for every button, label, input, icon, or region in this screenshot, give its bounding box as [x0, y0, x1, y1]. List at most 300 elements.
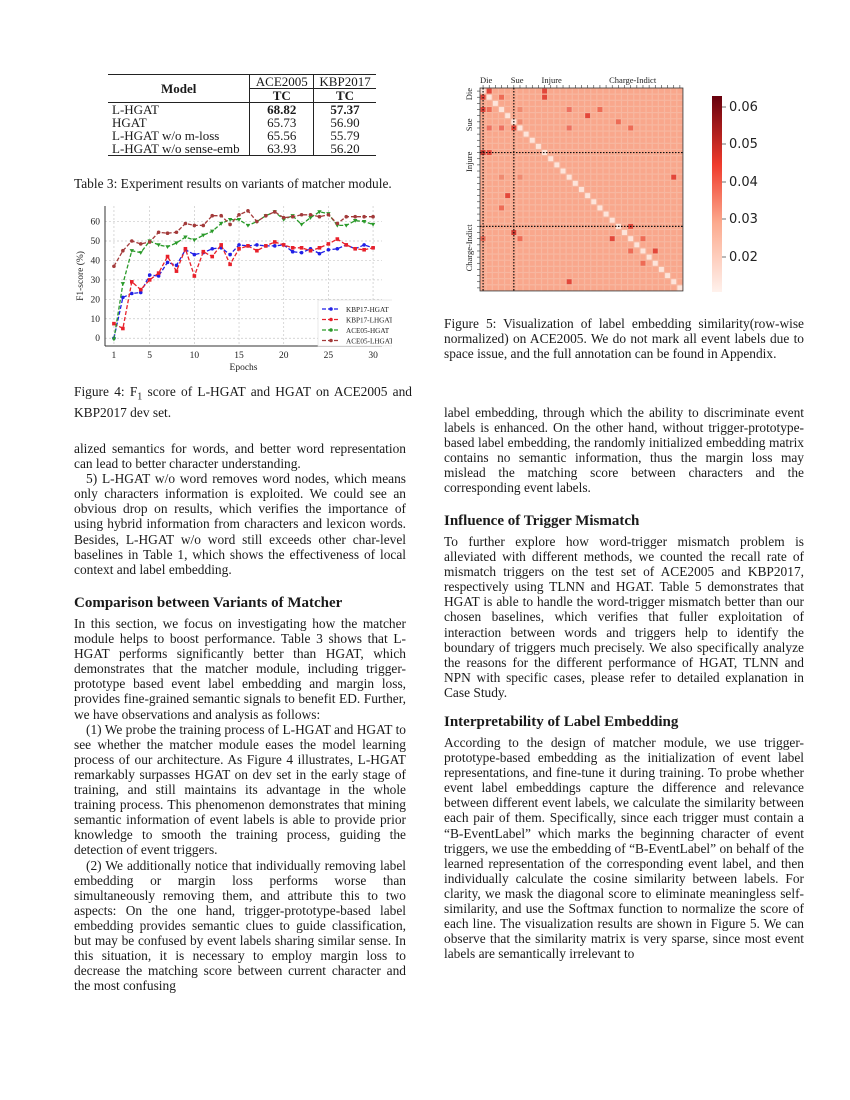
heatmap-cell: [505, 181, 510, 186]
heatmap-cell: [505, 162, 510, 167]
heatmap-cell: [628, 119, 633, 124]
heatmap-cell: [659, 175, 664, 180]
heatmap-cell: [641, 119, 646, 124]
heatmap-cell: [505, 242, 510, 247]
heatmap-cell: [665, 199, 670, 204]
heatmap-cell: [505, 279, 510, 284]
heatmap-cell: [610, 193, 615, 198]
heatmap-cell: [524, 230, 529, 235]
heatmap-cell: [616, 107, 621, 112]
heatmap-cell: [548, 169, 553, 174]
data-point: [255, 220, 259, 224]
heatmap-cell: [597, 199, 602, 204]
heatmap-cell: [487, 205, 492, 210]
heatmap-cell: [659, 193, 664, 198]
heatmap-cell: [554, 156, 559, 161]
heatmap-cell: [677, 156, 682, 161]
data-point: [148, 278, 152, 282]
heatmap-cell: [554, 187, 559, 192]
data-point: [264, 244, 268, 248]
heatmap-cell: [604, 132, 609, 137]
heatmap-cell: [536, 249, 541, 254]
colorbar-tick-label: 0.03: [729, 212, 758, 227]
paragraph: 5) L-HGAT w/o word removes word nodes, which means only characters information is exploited. We could see an obvious drop on results, which verifies the importance of using hybrid information from characters and lexicon words. Besides, L-HGAT w/o word still exceeds other char-level baselines in Table 1, which shows the effectiveness of local context and label embedding.: [74, 471, 406, 577]
heatmap-cell: [542, 119, 547, 124]
data-point: [121, 296, 125, 300]
heatmap-cell: [677, 138, 682, 143]
heatmap-cell: [579, 261, 584, 266]
data-point: [318, 252, 322, 256]
heatmap-cell: [604, 89, 609, 94]
heatmap-cell: [634, 218, 639, 223]
heatmap-cell: [610, 279, 615, 284]
heatmap-cell: [548, 236, 553, 241]
heatmap-cell: [622, 156, 627, 161]
heatmap-cell: [653, 236, 658, 241]
heatmap-cell: [616, 193, 621, 198]
heatmap-cell: [634, 236, 639, 241]
heatmap-cell: [554, 212, 559, 217]
heatmap-cell: [499, 101, 504, 106]
heatmap-cell: [585, 249, 590, 254]
heatmap-cell: [641, 181, 646, 186]
heatmap-cell: [671, 132, 676, 137]
heatmap-cell: [585, 199, 590, 204]
heatmap-cell: [487, 169, 492, 174]
heatmap-cell: [487, 212, 492, 217]
heatmap-cell: [591, 138, 596, 143]
heatmap-cell: [597, 175, 602, 180]
heatmap-cell: [622, 205, 627, 210]
heatmap-cell: [622, 255, 627, 260]
heatmap-cell: [677, 162, 682, 167]
heatmap-cell: [536, 107, 541, 112]
heatmap-cell: [561, 218, 566, 223]
heatmap-cell: [622, 181, 627, 186]
heatmap-cell: [647, 156, 652, 161]
heatmap-cell: [622, 126, 627, 131]
heatmap-cell: [647, 273, 652, 278]
data-point: [201, 224, 205, 228]
heatmap-cell: [499, 89, 504, 94]
heatmap-cell: [554, 144, 559, 149]
heatmap-cell: [616, 95, 621, 100]
heatmap-cell: [665, 242, 670, 247]
heatmap-cell: [542, 230, 547, 235]
paragraph: To further explore how word-trigger mismatch problem is alleviated with different methods, we counted the recall rate of mismatch triggers on the test set of ACE2005 and KBP2017, respectively using TLNN and HGAT. Table 5 demonstrates that HGAT is able to handle the word-trigger mismatch better than our chosen baselines, which verifies that fuller exploitation of interaction between words and triggers help to identify the boundary of triggers much precisely. We also specifically analyze the reasons for the different performance of HGAT, TLNN and NPN with specific cases, please refer to detailed explanation in Case Study.: [444, 534, 804, 700]
heatmap-cell: [542, 249, 547, 254]
heatmap-cell: [561, 113, 566, 118]
heatmap-cell: [554, 242, 559, 247]
heatmap-cell: [622, 169, 627, 174]
heatmap-cell: [548, 101, 553, 106]
data-point: [175, 230, 179, 234]
heatmap-cell: [548, 181, 553, 186]
row-ace-value: 65.73: [250, 116, 314, 129]
heatmap-cell: [567, 279, 572, 284]
heatmap-cell: [585, 261, 590, 266]
heatmap-cell: [561, 261, 566, 266]
row-label: Die: [464, 88, 474, 101]
heatmap-cell: [597, 132, 602, 137]
heatmap-cell: [561, 132, 566, 137]
caption-rest: score of L-HGAT and HGAT on ACE2005 and KBP2017 dev set.: [74, 384, 412, 420]
data-point: [130, 292, 134, 296]
heatmap-cell: [567, 230, 572, 235]
heatmap-cell: [634, 242, 639, 247]
heatmap-cell: [610, 138, 615, 143]
heatmap-cell: [548, 267, 553, 272]
heatmap-cell: [665, 101, 670, 106]
data-point: [309, 249, 313, 253]
heatmap-cell: [634, 89, 639, 94]
heatmap-cell: [567, 285, 572, 290]
heatmap-cell: [585, 162, 590, 167]
heatmap-cell: [505, 126, 510, 131]
heatmap-cell: [505, 261, 510, 266]
heatmap-cell: [610, 199, 615, 204]
heatmap-cell: [671, 89, 676, 94]
heatmap-cell: [518, 119, 523, 124]
heatmap-cell: [591, 119, 596, 124]
heatmap-cell: [573, 261, 578, 266]
heatmap-cell: [671, 187, 676, 192]
heatmap-cell: [665, 156, 670, 161]
heatmap-cell: [542, 181, 547, 186]
heatmap-cell: [653, 162, 658, 167]
heatmap-cell: [647, 230, 652, 235]
heatmap-cell: [548, 255, 553, 260]
heatmap-cell: [567, 242, 572, 247]
heatmap-cell: [677, 218, 682, 223]
heatmap-cell: [671, 144, 676, 149]
heatmap-cell: [524, 126, 529, 131]
heatmap-cell: [659, 255, 664, 260]
row-ace-value: 65.56: [250, 129, 314, 142]
heatmap-cell: [518, 144, 523, 149]
heatmap-cell: [573, 230, 578, 235]
heatmap-cell: [573, 175, 578, 180]
data-point: [353, 215, 357, 219]
heatmap-cell: [518, 175, 523, 180]
heatmap-cell: [499, 95, 504, 100]
heatmap-cell: [499, 242, 504, 247]
heatmap-cell: [505, 101, 510, 106]
heatmap-cell: [604, 242, 609, 247]
heatmap-cell: [597, 285, 602, 290]
heatmap-cell: [567, 273, 572, 278]
heatmap-cell: [597, 113, 602, 118]
heatmap-cell: [653, 255, 658, 260]
heatmap-cell: [647, 126, 652, 131]
data-point: [184, 222, 188, 226]
heatmap-cell: [493, 242, 498, 247]
heatmap-cell: [561, 193, 566, 198]
heatmap-cell: [647, 218, 652, 223]
data-point: [300, 246, 304, 250]
column-label: Sue: [510, 75, 524, 85]
data-point: [362, 243, 366, 247]
heatmap-cell: [610, 126, 615, 131]
heatmap-cell: [585, 193, 590, 198]
data-point: [165, 245, 169, 249]
heatmap-cell: [604, 175, 609, 180]
heatmap-cell: [616, 218, 621, 223]
heatmap-cell: [628, 95, 633, 100]
heatmap-cell: [567, 181, 572, 186]
heatmap-cell: [487, 193, 492, 198]
heatmap-cell: [641, 242, 646, 247]
heatmap-cell: [616, 101, 621, 106]
heatmap-cell: [610, 273, 615, 278]
heatmap-cell: [518, 285, 523, 290]
heatmap-cell: [647, 162, 652, 167]
heatmap-cell: [597, 255, 602, 260]
heatmap-cell: [579, 181, 584, 186]
heatmap-cell: [628, 236, 633, 241]
heatmap-cell: [671, 175, 676, 180]
heatmap-cell: [641, 144, 646, 149]
right-text-block-1: [444, 512, 804, 700]
heatmap-cell: [493, 205, 498, 210]
heatmap-cell: [567, 187, 572, 192]
heatmap-cell: [641, 279, 646, 284]
heatmap-cell: [647, 279, 652, 284]
x-tick-label: 15: [234, 351, 244, 361]
heatmap-cell: [591, 261, 596, 266]
heatmap-cell: [505, 113, 510, 118]
row-kbp-value: 56.20: [330, 141, 360, 156]
heatmap-cell: [518, 89, 523, 94]
heatmap-cell: [671, 205, 676, 210]
heatmap-cell: [616, 249, 621, 254]
heatmap-cell: [554, 119, 559, 124]
legend-marker: [329, 339, 333, 343]
row-kbp-value: 55.79: [330, 128, 360, 143]
heatmap-cell: [579, 156, 584, 161]
heatmap-cell: [634, 255, 639, 260]
heatmap-cell: [536, 113, 541, 118]
heatmap-cell: [487, 267, 492, 272]
heatmap-cell: [610, 267, 615, 272]
heatmap-cell: [653, 212, 658, 217]
heatmap-cell: [548, 113, 553, 118]
heatmap-cell: [530, 119, 535, 124]
colorbar-tick-label: 0.06: [729, 100, 758, 115]
heatmap-cell: [493, 218, 498, 223]
row-kbp-value: 57.37: [330, 102, 360, 117]
heatmap-cell: [542, 236, 547, 241]
heatmap-cell: [579, 249, 584, 254]
heatmap-cell: [677, 205, 682, 210]
heatmap-cell: [641, 138, 646, 143]
heatmap-cell: [634, 273, 639, 278]
heatmap-cell: [536, 95, 541, 100]
heatmap-cell: [524, 95, 529, 100]
heatmap-cell: [677, 89, 682, 94]
data-point: [327, 242, 331, 246]
heatmap-cell: [493, 156, 498, 161]
heatmap-cell: [567, 255, 572, 260]
heatmap-cell: [518, 156, 523, 161]
heatmap-cell: [505, 138, 510, 143]
heatmap-cell: [518, 138, 523, 143]
heatmap-cell: [604, 113, 609, 118]
heatmap-cell: [530, 279, 535, 284]
heatmap-cell: [628, 218, 633, 223]
figure-4-caption: [74, 384, 412, 420]
heatmap-cell: [579, 193, 584, 198]
row-model: HGAT: [108, 116, 250, 129]
heatmap-cell: [677, 273, 682, 278]
heatmap-cell: [591, 212, 596, 217]
heatmap-cell: [659, 187, 664, 192]
paragraph: (2) We additionally notice that individually removing label embedding or margin loss performs worse than simultaneously removing them, and attribute this to two aspects: On the one hand, trigger-prototype-based label embedding provides semantic clues to guide classification, but may be confused by event labels sharing similar sense. In this situation, it is necessary to employ margin loss to decrease the matching score between current character and the most confusing: [74, 857, 406, 994]
data-point: [327, 248, 331, 252]
series-line: [114, 211, 373, 266]
heatmap-cell: [677, 175, 682, 180]
heatmap-cell: [610, 285, 615, 290]
heatmap-cell: [487, 175, 492, 180]
heatmap-cell: [610, 181, 615, 186]
data-point: [344, 243, 348, 247]
heatmap-cell: [665, 187, 670, 192]
heatmap-cell: [665, 267, 670, 272]
heatmap-cell: [659, 205, 664, 210]
heatmap-cell: [641, 230, 646, 235]
heatmap-cell: [591, 230, 596, 235]
legend-marker: [329, 307, 333, 311]
heatmap-cell: [567, 107, 572, 112]
column-label: Charge-Indict: [609, 75, 657, 85]
heatmap-cell: [659, 119, 664, 124]
heatmap-cell: [665, 113, 670, 118]
heatmap-cell: [671, 267, 676, 272]
heatmap-cell: [610, 175, 615, 180]
heatmap-cell: [518, 199, 523, 204]
heatmap-cell: [616, 187, 621, 192]
heatmap-cell: [591, 279, 596, 284]
data-point: [237, 247, 241, 251]
heatmap-cell: [610, 261, 615, 266]
heatmap-cell: [487, 236, 492, 241]
heatmap-cell: [641, 199, 646, 204]
heatmap-cell: [597, 273, 602, 278]
data-point: [166, 255, 170, 259]
heatmap-cell: [585, 175, 590, 180]
heatmap-cell: [561, 279, 566, 284]
heatmap-cell: [597, 267, 602, 272]
heatmap-cell: [567, 113, 572, 118]
heatmap-cell: [616, 255, 621, 260]
heatmap-cell: [604, 279, 609, 284]
y-tick-label: 50: [90, 237, 100, 247]
heatmap-cell: [604, 261, 609, 266]
y-tick-label: 20: [90, 295, 100, 306]
heatmap-cell: [604, 218, 609, 223]
heatmap-cell: [548, 218, 553, 223]
heatmap-cell: [505, 273, 510, 278]
heatmap-cell: [591, 249, 596, 254]
heatmap-cell: [671, 126, 676, 131]
heatmap-cell: [548, 89, 553, 94]
heatmap-cell: [487, 156, 492, 161]
heatmap-cell: [653, 230, 658, 235]
heatmap-cell: [647, 89, 652, 94]
heatmap-cell: [634, 261, 639, 266]
heatmap-cell: [622, 193, 627, 198]
heatmap-cell: [628, 132, 633, 137]
heatmap-cell: [616, 126, 621, 131]
heatmap-cell: [518, 279, 523, 284]
heatmap-cell: [677, 285, 682, 290]
heatmap-cell: [579, 187, 584, 192]
heatmap-cell: [671, 255, 676, 260]
heatmap-cell: [622, 285, 627, 290]
heatmap-cell: [567, 261, 572, 266]
f1-score-chart: [72, 200, 392, 375]
colorbar-tick-label: 0.05: [729, 137, 758, 152]
heatmap-cell: [499, 267, 504, 272]
data-point: [157, 271, 161, 275]
heatmap-cell: [597, 156, 602, 161]
heatmap-cell: [610, 230, 615, 235]
heatmap-cell: [530, 236, 535, 241]
heatmap-cell: [518, 126, 523, 131]
heatmap-cell: [505, 205, 510, 210]
heatmap-cell: [647, 119, 652, 124]
heatmap-cell: [493, 101, 498, 106]
row-model: L-HGAT w/o sense-emb: [108, 142, 250, 156]
heatmap-cell: [634, 279, 639, 284]
heatmap-cell: [542, 138, 547, 143]
heatmap-cell: [677, 230, 682, 235]
heatmap-cell: [554, 261, 559, 266]
heatmap-cell: [505, 285, 510, 290]
heatmap-cell: [622, 236, 627, 241]
heatmap-cell: [622, 218, 627, 223]
heatmap-cell: [548, 187, 553, 192]
heatmap-cell: [585, 230, 590, 235]
heatmap-cell: [542, 261, 547, 266]
heatmap-cell: [548, 144, 553, 149]
heatmap-cell: [536, 101, 541, 106]
heatmap-cell: [677, 279, 682, 284]
heatmap-cell: [653, 285, 658, 290]
heatmap-cell: [530, 101, 535, 106]
heatmap-cell: [530, 267, 535, 272]
heatmap-cell: [641, 193, 646, 198]
heatmap-cell: [604, 212, 609, 217]
heatmap-cell: [585, 255, 590, 260]
heatmap-cell: [622, 138, 627, 143]
heatmap-cell: [536, 175, 541, 180]
heatmap-cell: [610, 242, 615, 247]
heatmap-cell: [579, 205, 584, 210]
heatmap-cell: [536, 89, 541, 94]
heatmap-cell: [597, 230, 602, 235]
heatmap-cell: [677, 132, 682, 137]
data-point: [148, 240, 152, 244]
heatmap-cell: [573, 95, 578, 100]
heatmap-cell: [659, 101, 664, 106]
heatmap-cell: [677, 255, 682, 260]
heatmap-cell: [585, 218, 590, 223]
heatmap-cell: [628, 144, 633, 149]
heatmap-cell: [542, 267, 547, 272]
heatmap-cell: [579, 89, 584, 94]
table-3-caption: Table 3: Experiment results on variants of matcher module.: [74, 176, 392, 191]
